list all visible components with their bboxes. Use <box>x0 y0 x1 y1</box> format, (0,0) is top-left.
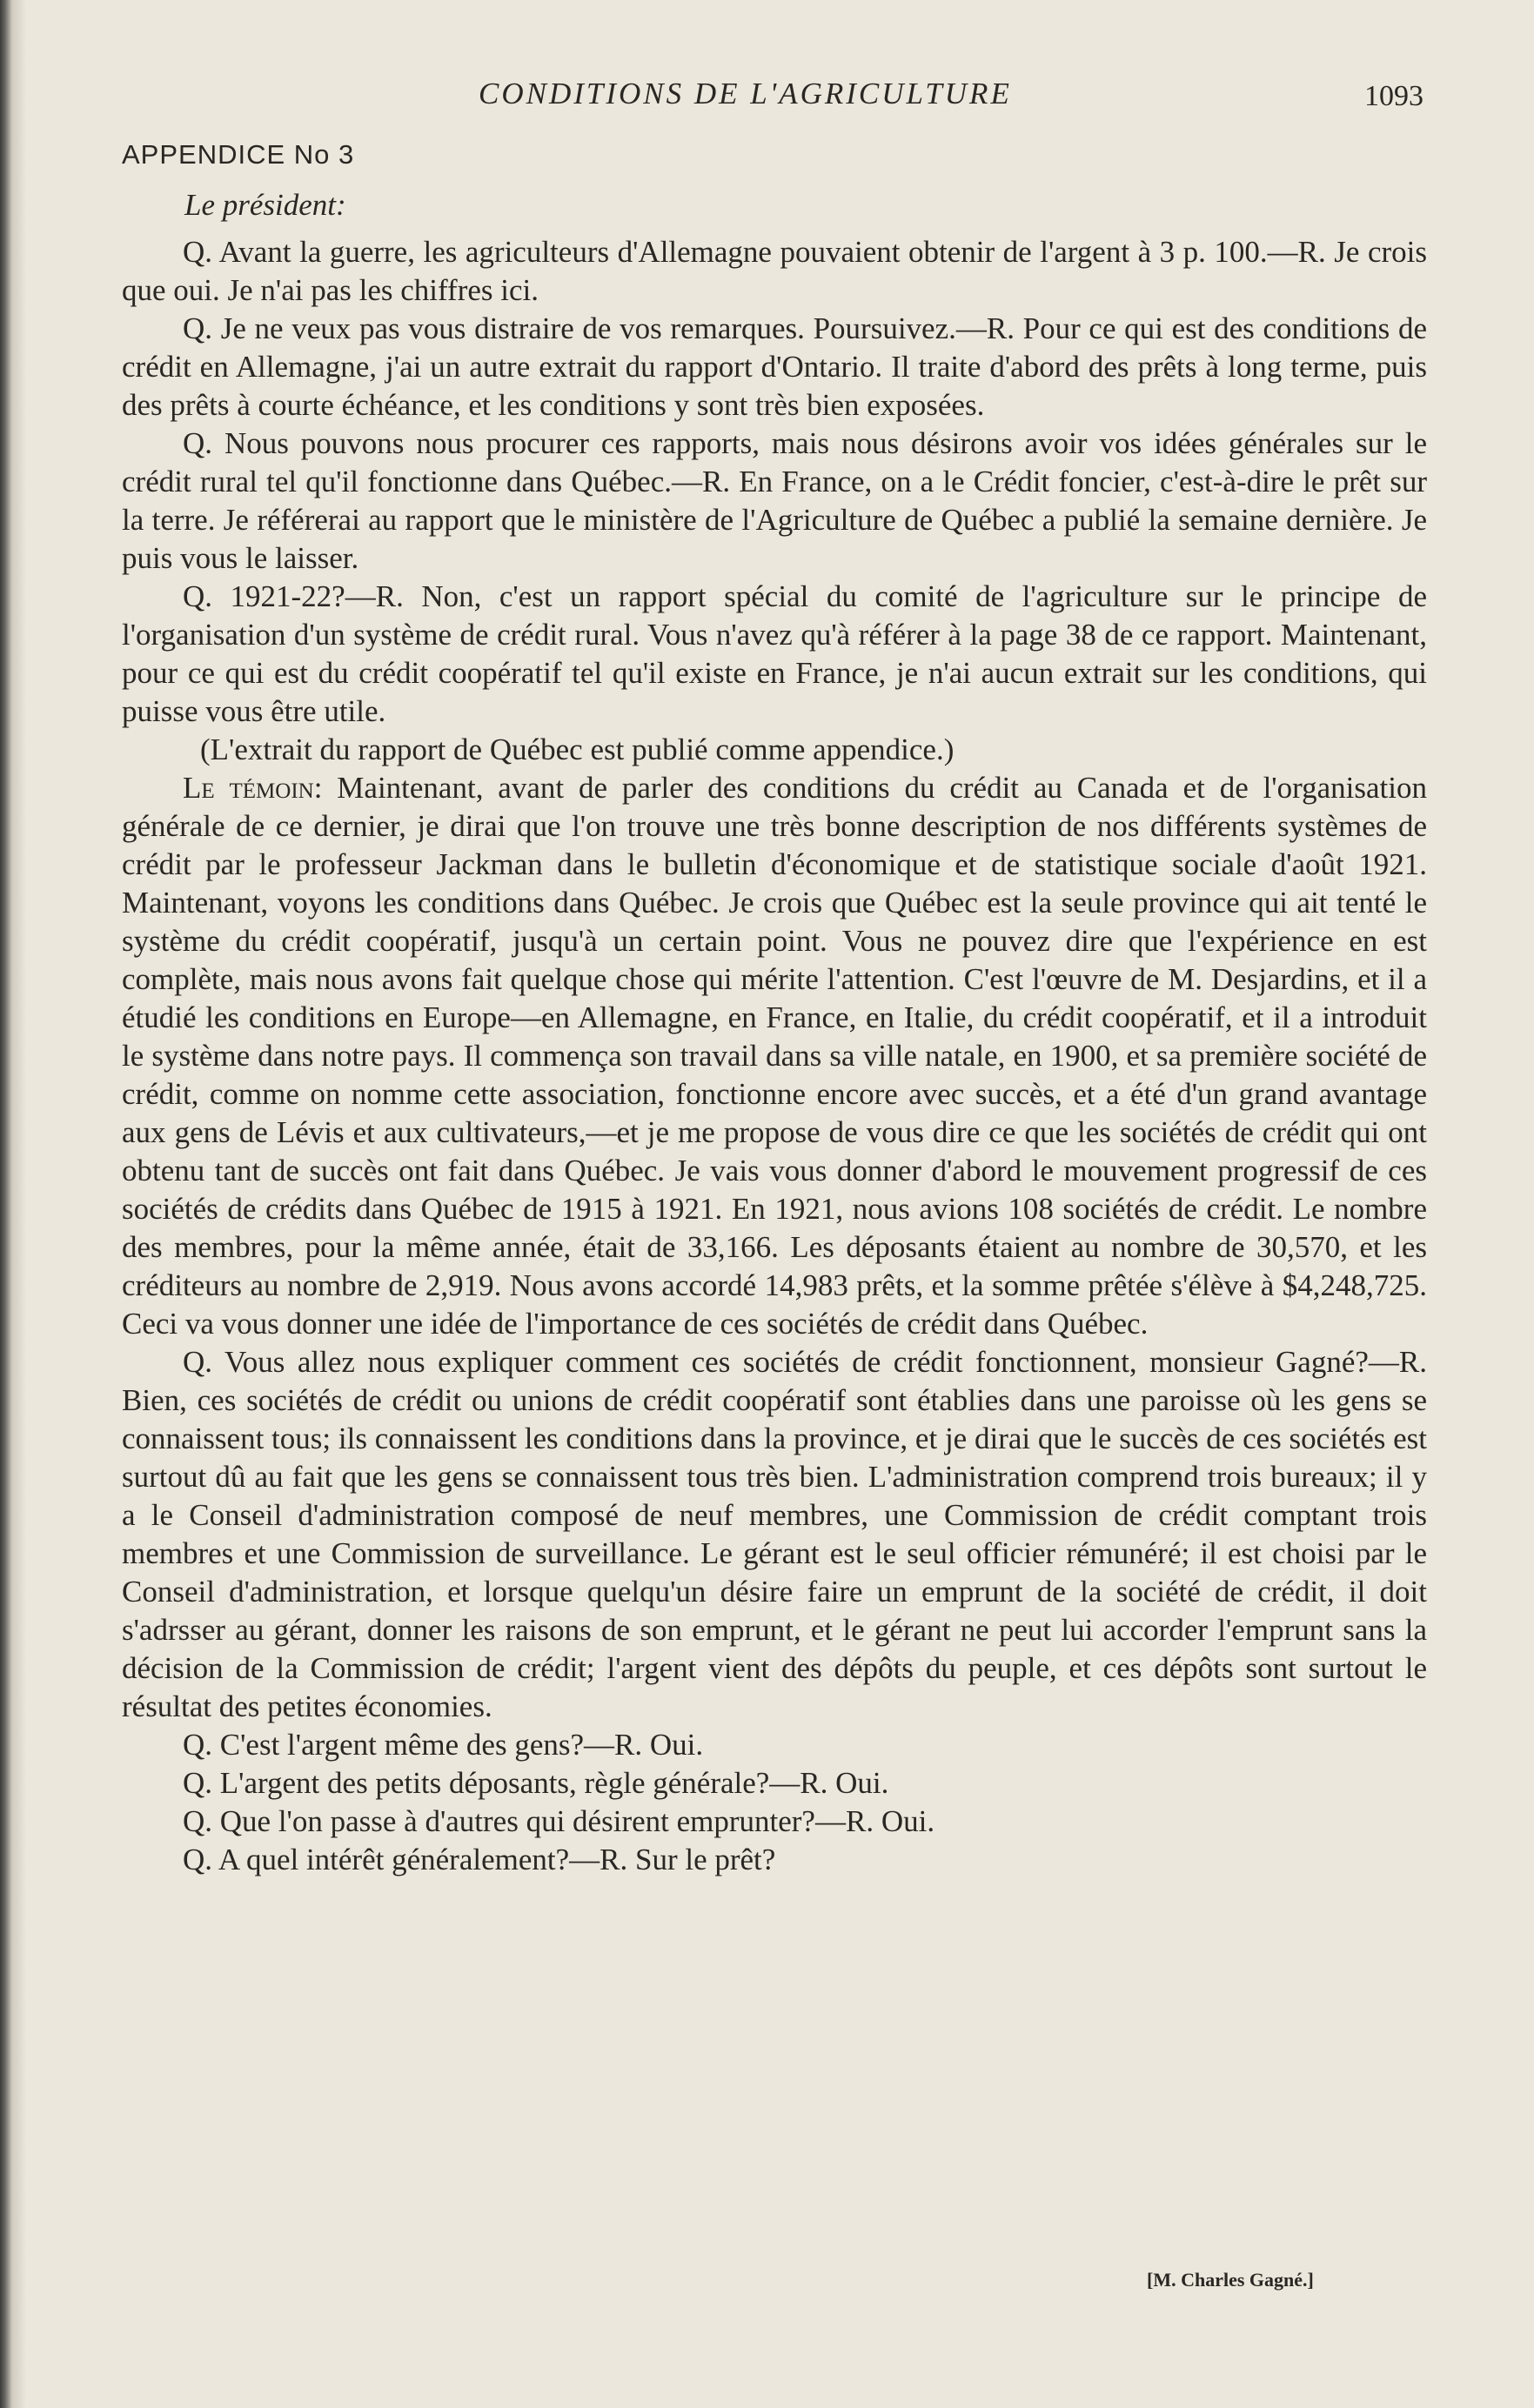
speaker-heading: Le président: <box>184 188 346 222</box>
witness-reference: [M. Charles Gagné.] <box>1147 2269 1314 2291</box>
witness-paragraph <box>122 769 1427 1343</box>
paragraph: Q. Nous pouvons nous procurer ces rapports, mais nous désirons avoir vos idées générales sur le crédit rural tel qu'il fonctionne dans Québec.—R. En France, on a le Crédit foncier, c'est-à-dire le prêt sur la terre. Je référerai au rapport que le ministère de l'Agriculture de Québec a publié la semaine dernière. Je puis vous le laisser. <box>122 426 1427 575</box>
page-number: 1093 <box>1364 80 1423 112</box>
paragraph: Q. Vous allez nous expliquer comment ces sociétés de crédit fonctionnent, monsieur Gagné?—R. Bien, ces sociétés de crédit ou unions de crédit coopératif sont établies dans une paroisse où les gens se connaissent tous; ils connaissent les conditions dans la province, et je dirai que le succès de ces sociétés est surtout dû au fait que les gens se connaissent tous très bien. L'administration comprend trois bureaux; il y a le Conseil d'administration composé de neuf membres, une Commission de crédit comptant trois membres et une Commission de surveillance. Le gérant est le seul officier rémunéré; il est choisi par le Conseil d'administration, et lorsque quelqu'un désire faire un emprunt de la société de crédit, il doit s'adrsser au gérant, donner les raisons de son emprunt, et le gérant ne peut lui accorder l'emprunt sans la décision de la Commission de crédit; l'argent vient des dépôts du peuple, et ces dépôts sont surtout le résultat des petites économies. <box>122 1345 1427 1723</box>
paragraph: Q. Avant la guerre, les agriculteurs d'Allemagne pouvaient obtenir de l'argent à 3 p. 100.—R. Je crois que oui. Je n'ai pas les chiffres ici. <box>122 235 1427 307</box>
paragraph: Q. C'est l'argent même des gens?—R. Oui. <box>183 1728 704 1762</box>
witness-label: Le témoin <box>183 771 314 805</box>
paragraph: Q. L'argent des petits déposants, règle générale?—R. Oui. <box>183 1766 889 1800</box>
paragraph: Q. 1921-22?—R. Non, c'est un rapport spécial du comité de l'agriculture sur le principe de l'organisation d'un système de crédit rural. Vous n'avez qu'à référer à la page 38 de ce rapport. Maintenant, pour ce qui est du crédit coopératif tel qu'il existe en France, je n'ai aucun extrait sur les conditions, qui puisse vous être utile. <box>122 579 1427 728</box>
paragraph: Q. Que l'on passe à d'autres qui désirent emprunter?—R. Oui. <box>183 1804 935 1838</box>
witness-text: : Maintenant, avant de parler des conditions du crédit au Canada et de l'organisation générale de ce dernier, je dirai que l'on trouve une très bonne description de nos différents systèmes de crédit par le professeur Jackman dans le bulletin d'économique et de statistique sociale d'août 1921. Maintenant, voyons les conditions dans Québec. Je crois que Québec est la seule province qui ait tenté le système du crédit coopératif, jusqu'à un certain point. Vous ne pouvez dire que l'expérience en est complète, mais nous avons fait quelque chose qui mérite l'attention. C'est l'œuvre de M. Desjardins, et il a étudié les conditions en Europe—en Allemagne, en France, en Italie, du crédit coopératif, et il a introduit le système dans notre pays. Il commença son travail dans sa ville natale, en 1900, et sa première société de crédit, comme on nomme cette association, fonctionne encore avec succès, et a été d'un grand avantage aux gens de Lévis et aux cultivateurs,—et je me propose de vous dire ce que les sociétés de crédit qui ont obtenu tant de succès ont fait dans Québec. Je vais vous donner d'abord le mouvement progressif de ces sociétés de crédits dans Québec de 1915 à 1921. En 1921, nous avions 108 sociétés de crédit. Le nombre des membres, pour la même année, était de 33,166. Les déposants étaient au nombre de 30,570, et les créditeurs au nombre de 2,919. Nous avons accordé 14,983 prêts, et la somme prêtée s'élève à $4,248,725. Ceci va vous donner une idée de l'importance de ces sociétés de crédit dans Québec. <box>122 771 1427 1341</box>
paragraph: Q. Je ne veux pas vous distraire de vos remarques. Poursuivez.—R. Pour ce qui est des conditions de crédit en Allemagne, j'ai un autre extrait du rapport d'Ontario. Il traite d'abord des prêts à long terme, puis des prêts à courte échéance, et les conditions y sont très bien exposées. <box>122 311 1427 422</box>
editorial-note: (L'extrait du rapport de Québec est publié comme appendice.) <box>200 732 955 766</box>
paragraph: Q. A quel intérêt généralement?—R. Sur le prêt? <box>183 1843 776 1876</box>
document-body <box>122 233 1427 1879</box>
appendix-label: APPENDICE No 3 <box>122 139 355 170</box>
running-title: CONDITIONS DE L'AGRICULTURE <box>479 77 1012 110</box>
